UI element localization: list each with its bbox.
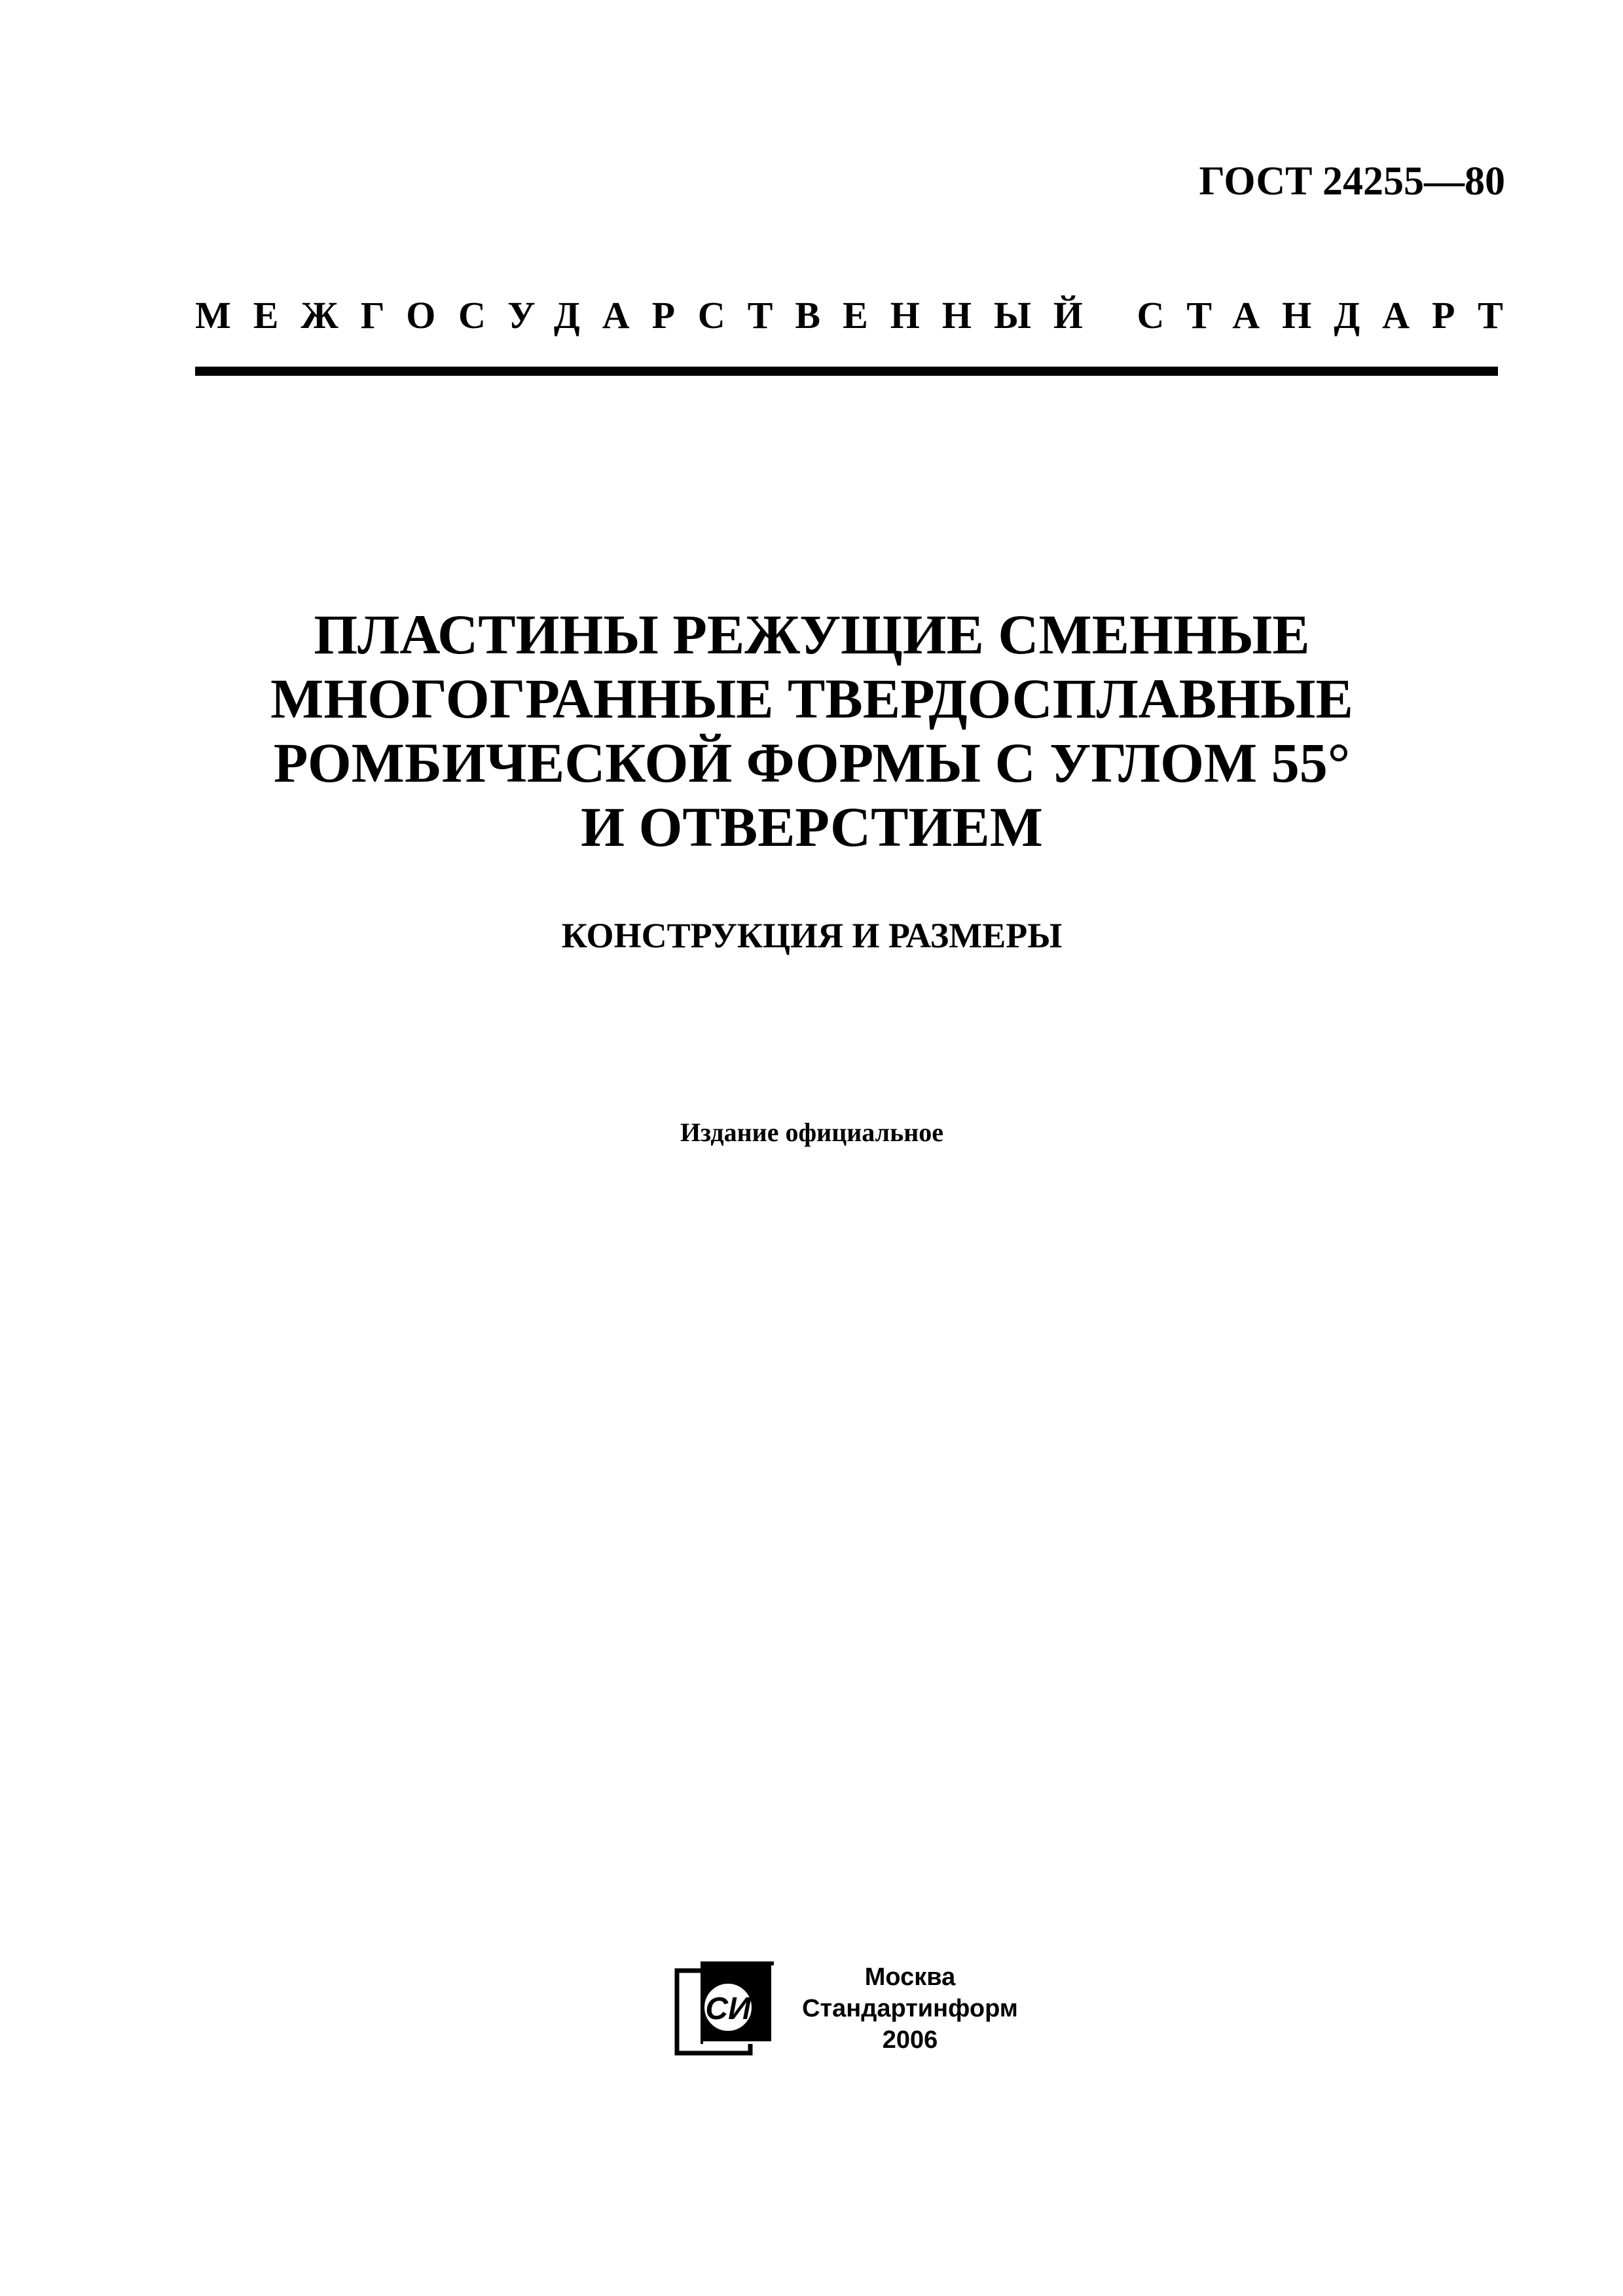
publication-year: 2006 <box>882 2026 938 2054</box>
logo-text: СИ <box>705 1992 751 2026</box>
standartinform-logo-icon <box>674 1959 784 2057</box>
publisher-name: Стандартинформ <box>802 1995 1018 2022</box>
title-line: РОМБИЧЕСКОЙ ФОРМЫ С УГЛОМ 55° <box>273 731 1351 794</box>
title-line: И ОТВЕРСТИЕМ <box>581 795 1043 858</box>
header-rule <box>195 367 1498 376</box>
document-title <box>196 602 1427 859</box>
publisher-city: Москва <box>864 1963 956 1991</box>
title-line: ПЛАСТИНЫ РЕЖУЩИЕ СМЕННЫЕ <box>314 603 1310 666</box>
publisher-imprint <box>792 1961 1028 2056</box>
edition-note: Издание официальное <box>680 1118 944 1147</box>
standard-type: МЕЖГОСУДАРСТВЕННЫЙ СТАНДАРТ <box>195 294 1525 337</box>
document-subtitle: КОНСТРУКЦИЯ И РАЗМЕРЫ <box>561 916 1063 955</box>
document-number: ГОСТ 24255—80 <box>1199 159 1505 204</box>
title-line: МНОГОГРАННЫЕ ТВЕРДОСПЛАВНЫЕ <box>270 667 1353 730</box>
